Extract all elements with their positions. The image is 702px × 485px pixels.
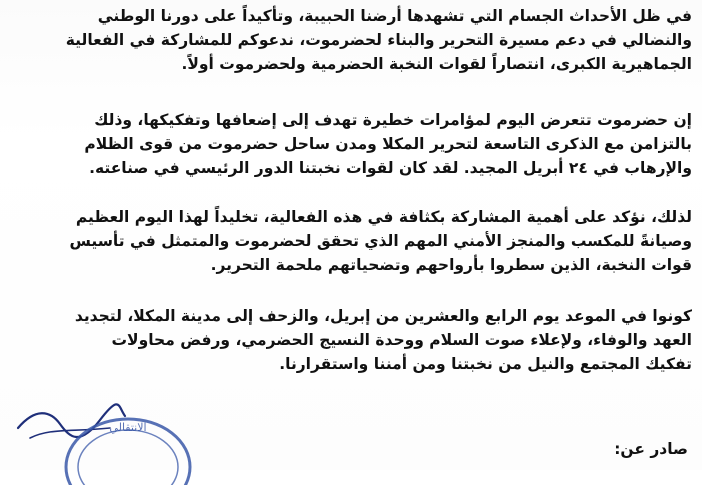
paragraph-4-line-2: العهد والوفاء، ولإعلاء صوت السلام ووحدة النسيج الحضرمي، ورفض محاولات bbox=[111, 331, 692, 349]
paragraph-3-line-2: وصيانةً للمكسب والمنجز الأمني المهم الذي تحقق لحضرموت والمتمثل في تأسيس bbox=[69, 232, 692, 250]
paragraph-4-line-1: كونوا في الموعد يوم الرابع والعشرين من إبريل، والزحف إلى مدينة المكلا، لتجديد bbox=[74, 307, 692, 325]
paragraph-3 bbox=[52, 205, 692, 277]
official-seal bbox=[58, 405, 198, 485]
paragraph-3-line-1: لذلك، نؤكد على أهمية المشاركة بكثافة في هذه الفعالية، تخليداً لهذا اليوم العظيم bbox=[75, 208, 692, 226]
paragraph-2-line-3: والإرهاب في ٢٤ أبريل المجيد. لقد كان لقوات نخبتنا الدور الرئيسي في صناعته. bbox=[89, 159, 692, 177]
seal-inner-ring bbox=[78, 430, 178, 485]
issued-by-label: صادر عن: bbox=[614, 440, 688, 458]
seal-text: الانتقالي bbox=[109, 421, 147, 434]
paragraph-2 bbox=[52, 108, 692, 180]
paragraph-1-line-2: والنضالي في دعم مسيرة التحرير والبناء لحضرموت، ندعوكم للمشاركة في الفعالية bbox=[65, 31, 692, 49]
paragraph-4-line-3: تفكيك المجتمع والنيل من نخبتنا ومن أمننا واستقرارنا. bbox=[279, 355, 692, 373]
paragraph-2-line-2: بالتزامن مع الذكرى التاسعة لتحرير المكلا ومدن ساحل حضرموت من قوى الظلام bbox=[84, 135, 692, 153]
paragraph-4 bbox=[52, 304, 692, 376]
paragraph-3-line-3: قوات النخبة، الذين سطروا بأرواحهم وتضحياتهم ملحمة التحرير. bbox=[210, 256, 692, 274]
paragraph-1-line-1: في ظل الأحداث الجسام التي تشهدها أرضنا الحبيبة، وتأكيداً على دورنا الوطني bbox=[97, 7, 692, 25]
paragraph-2-line-1: إن حضرموت تتعرض اليوم لمؤامرات خطيرة تهدف إلى إضعافها وتفكيكها، وذلك bbox=[94, 111, 692, 129]
paragraph-1-line-3: الجماهيرية الكبرى، انتصاراً لقوات النخبة الحضرمية ولحضرموت أولاً. bbox=[181, 55, 692, 73]
paragraph-1 bbox=[52, 4, 692, 76]
